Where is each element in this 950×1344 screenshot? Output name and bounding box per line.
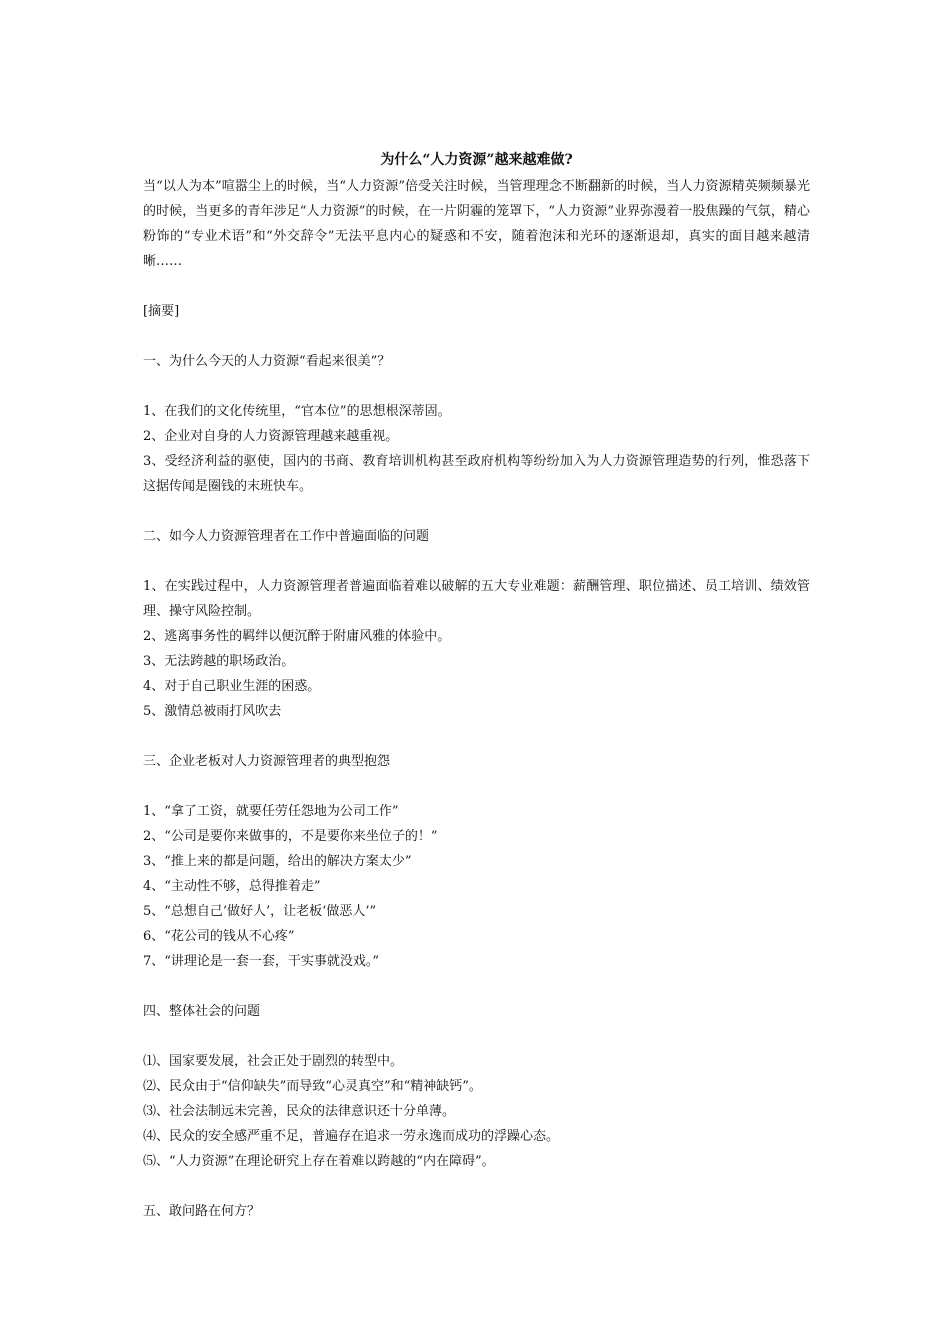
- list-item: 4、“主动性不够，总得推着走”: [143, 879, 321, 894]
- spacer: [143, 774, 810, 799]
- spacer: [143, 549, 810, 574]
- list-item: 1、在实践过程中，人力资源管理者普遍面临着难以破解的五大专业难题：薪酬管理、职位描述、员工培训、绩效管理、操守风险控制。: [143, 579, 810, 619]
- list-item: 7、“讲理论是一套一套，干实事就没戏。”: [143, 954, 380, 969]
- list-item: 1、在我们的文化传统里，“官本位”的思想根深蒂固。: [143, 404, 451, 419]
- list-item: 2、逃离事务性的羁绊以便沉醉于附庸风雅的体验中。: [143, 629, 451, 644]
- list-item: 3、受经济利益的驱使，国内的书商、教育培训机构甚至政府机构等纷纷加入为人力资源管理造势的行列，惟恐落下这据传闻是圈钱的末班快车。: [143, 454, 810, 494]
- list-item: 4、对于自己职业生涯的困惑。: [143, 679, 321, 694]
- list-item: 6、“花公司的钱从不心疼”: [143, 929, 295, 944]
- spacer: [143, 374, 810, 399]
- spacer: [143, 1174, 810, 1199]
- spacer: [143, 499, 810, 524]
- list-item: ⑶、社会法制远未完善，民众的法律意识还十分单薄。: [143, 1104, 456, 1119]
- section2-heading: 二、如今人力资源管理者在工作中普遍面临的问题: [143, 529, 430, 544]
- list-item: 2、企业对自身的人力资源管理越来越重视。: [143, 429, 399, 444]
- section3-heading: 三、企业老板对人力资源管理者的典型抱怨: [143, 754, 391, 769]
- spacer: [143, 1024, 810, 1049]
- document-page: [143, 150, 810, 1224]
- list-item: 3、“推上来的都是问题，给出的解决方案太少”: [143, 854, 412, 869]
- spacer: [143, 974, 810, 999]
- list-item: 5、激情总被雨打风吹去: [143, 704, 282, 719]
- section5-heading: 五、敢问路在何方？: [143, 1204, 261, 1219]
- section1-heading: 一、为什么今天的人力资源“看起来很美”？: [143, 354, 391, 369]
- list-item: ⑸、“人力资源”在理论研究上存在着难以跨越的“内在障碍”。: [143, 1154, 495, 1169]
- spacer: [143, 324, 810, 349]
- section4-heading: 四、整体社会的问题: [143, 1004, 261, 1019]
- list-item: ⑴、国家要发展，社会正处于剧烈的转型中。: [143, 1054, 404, 1069]
- spacer: [143, 274, 810, 299]
- list-item: 5、“总想自己‘做好人’，让老板‘做恶人’”: [143, 904, 377, 919]
- list-item: 3、无法跨越的职场政治。: [143, 654, 295, 669]
- list-item: ⑵、民众由于“信仰缺失”而导致“心灵真空”和“精神缺钙”。: [143, 1079, 482, 1094]
- list-item: 1、“拿了工资，就要任劳任怨地为公司工作”: [143, 804, 399, 819]
- abstract-label: [摘要]: [143, 304, 180, 319]
- list-item: 2、“公司是要你来做事的，不是要你来坐位子的！”: [143, 829, 438, 844]
- list-item: ⑷、民众的安全感严重不足，普遍存在追求一劳永逸而成功的浮躁心态。: [143, 1129, 560, 1144]
- document-title: 为什么“人力资源”越来越难做?: [380, 152, 573, 168]
- spacer: [143, 724, 810, 749]
- intro-paragraph: 当“以人为本”喧嚣尘上的时候，当“人力资源”倍受关注时候，当管理理念不断翻新的时候，当人力资源精英频频暴光的时候，当更多的青年涉足“人力资源”的时候，在一片阴霾的笼罩下，“人力资源”业界弥漫着一股焦躁的气氛，精心粉饰的“专业术语”和“外交辞令”无法平息内心的疑惑和不安，随着泡沫和光环的逐渐退却，真实的面目越来越清晰……: [143, 179, 810, 269]
